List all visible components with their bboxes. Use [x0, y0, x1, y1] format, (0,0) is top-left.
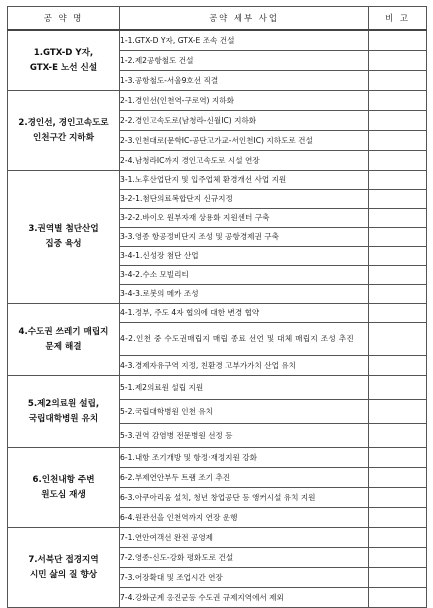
pledge-title-line: 6.인천내항 주변 — [32, 474, 95, 485]
table-row — [8, 448, 427, 468]
pledge-item: 7-3.어장확대 및 조업시간 연장 — [120, 568, 369, 588]
pledge-title-1 — [8, 30, 120, 91]
pledge-title-line: 3.권역별 첨단산업 — [28, 224, 99, 235]
pledge-item: 7-2.영종-신도-강화 평화도로 건설 — [120, 548, 369, 568]
pledge-document — [7, 6, 426, 608]
table-row — [8, 91, 427, 111]
pledge-title-line: 2.경인선, 경인고속도로 — [18, 117, 109, 128]
note-cell — [369, 508, 427, 528]
pledge-title-line: 문제 해결 — [45, 341, 82, 352]
pledge-item: 4-3.경제자유구역 지정, 친환경 고부가가치 산업 유치 — [120, 356, 369, 376]
pledge-item: 7-1.연안여객선 완전 공영제 — [120, 528, 369, 548]
pledge-item: 1-2.제2공항철도 건설 — [120, 51, 369, 71]
note-cell — [369, 356, 427, 376]
pledge-title-line: 인천구간 지하화 — [32, 132, 95, 143]
table-header-row — [8, 7, 427, 31]
pledge-item: 3-2-1.첨단의료복합단지 신규지정 — [120, 190, 369, 209]
pledge-item: 6-4.원관선을 인천역까지 연장 운행 — [120, 508, 369, 528]
pledge-item: 2-3.인천대로(문학IC-공단고가교-서인천IC) 지하도로 건설 — [120, 131, 369, 151]
pledge-item: 6-1.내항 조기개방 및 항정·재정지원 강화 — [120, 448, 369, 468]
header-pledge-name: 공 약 명 — [8, 7, 120, 31]
pledge-title-3 — [8, 171, 120, 304]
pledge-item: 3-4-2.수소 모빌리티 — [120, 266, 369, 285]
note-cell — [369, 171, 427, 190]
note-cell — [369, 51, 427, 71]
pledge-title-line: 5.제2의료원 설립, — [27, 398, 100, 409]
note-cell — [369, 131, 427, 151]
table-row — [8, 376, 427, 400]
note-cell — [369, 424, 427, 448]
note-cell — [369, 190, 427, 209]
pledge-table — [7, 6, 427, 608]
note-cell — [369, 304, 427, 323]
pledge-title-4 — [8, 304, 120, 376]
note-cell — [369, 30, 427, 51]
header-pledge-detail: 공약 세부 사업 — [120, 7, 369, 31]
pledge-title-2 — [8, 91, 120, 171]
note-cell — [369, 247, 427, 266]
note-cell — [369, 488, 427, 508]
note-cell — [369, 588, 427, 608]
note-cell — [369, 448, 427, 468]
pledge-title-6 — [8, 448, 120, 528]
pledge-title-line: 국립대학병원 유치 — [28, 413, 99, 424]
note-cell — [369, 400, 427, 424]
table-row — [8, 30, 427, 51]
pledge-title-line: 원도심 재생 — [41, 489, 86, 500]
pledge-item: 5-3.권역 감염병 전문병원 선정 등 — [120, 424, 369, 448]
pledge-item: 5-1.제2의료원 설립 지원 — [120, 376, 369, 400]
note-cell — [369, 323, 427, 356]
note-cell — [369, 285, 427, 304]
note-cell — [369, 111, 427, 131]
pledge-title-line: 1.GTX-D Y자, — [33, 47, 94, 58]
pledge-item: 7-4.강화군계 옹진군등 수도권 규제지역에서 제외 — [120, 588, 369, 608]
pledge-item: 3-1.노후산업단지 및 입주업체 환경개선 사업 지원 — [120, 171, 369, 190]
table-row — [8, 304, 427, 323]
pledge-item: 3-4-3.로봇의 메카 조성 — [120, 285, 369, 304]
pledge-title-7 — [8, 528, 120, 608]
pledge-item: 3-4-1.신성장 첨단 산업 — [120, 247, 369, 266]
note-cell — [369, 209, 427, 228]
note-cell — [369, 376, 427, 400]
pledge-title-line: 집중 육성 — [45, 239, 82, 249]
table-row — [8, 528, 427, 548]
pledge-item: 2-4.남청라IC까지 경인고속도로 시설 연장 — [120, 151, 369, 171]
note-cell — [369, 91, 427, 111]
note-cell — [369, 568, 427, 588]
pledge-item: 1-1.GTX-D Y자, GTX-E 조속 건설 — [120, 30, 369, 51]
pledge-item: 4-1.정부, 주도 4자 협의에 대한 변경 협약 — [120, 304, 369, 323]
pledge-item: 3-2-2.바이오 원부자재 상용화 지원센터 구축 — [120, 209, 369, 228]
note-cell — [369, 468, 427, 488]
pledge-title-5 — [8, 376, 120, 448]
note-cell — [369, 228, 427, 247]
pledge-item: 2-1.경인선(인천역-구로역) 지하화 — [120, 91, 369, 111]
note-cell — [369, 528, 427, 548]
note-cell — [369, 548, 427, 568]
pledge-item: 6-3.아쿠아리움 설치, 청년 창업공단 등 앵커시설 유치 지원 — [120, 488, 369, 508]
pledge-title-line: 7.서북단 접경지역 — [28, 554, 99, 565]
pledge-item: 2-2.경인고속도로(남청라-신월IC) 지하화 — [120, 111, 369, 131]
pledge-item: 1-3.공항철도-서울9호선 직결 — [120, 71, 369, 91]
pledge-item: 3-3.영종 항공정비단지 조성 및 공항경제권 구축 — [120, 228, 369, 247]
note-cell — [369, 266, 427, 285]
pledge-title-line: 시민 삶의 질 향상 — [29, 569, 98, 580]
pledge-item: 6-2.부제연안부두 트램 조기 추진 — [120, 468, 369, 488]
note-cell — [369, 151, 427, 171]
pledge-item: 5-2.국립대학병원 인천 유치 — [120, 400, 369, 424]
pledge-title-line: GTX-E 노선 신설 — [29, 62, 98, 73]
table-row — [8, 171, 427, 190]
note-cell — [369, 71, 427, 91]
header-note: 비 고 — [369, 7, 427, 31]
pledge-title-line: 4.수도권 쓰레기 매립지 — [18, 326, 109, 337]
pledge-item: 4-2.인천 중 수도권매립지 매립 종료 선언 및 대체 매립지 조성 추진 — [120, 323, 369, 356]
